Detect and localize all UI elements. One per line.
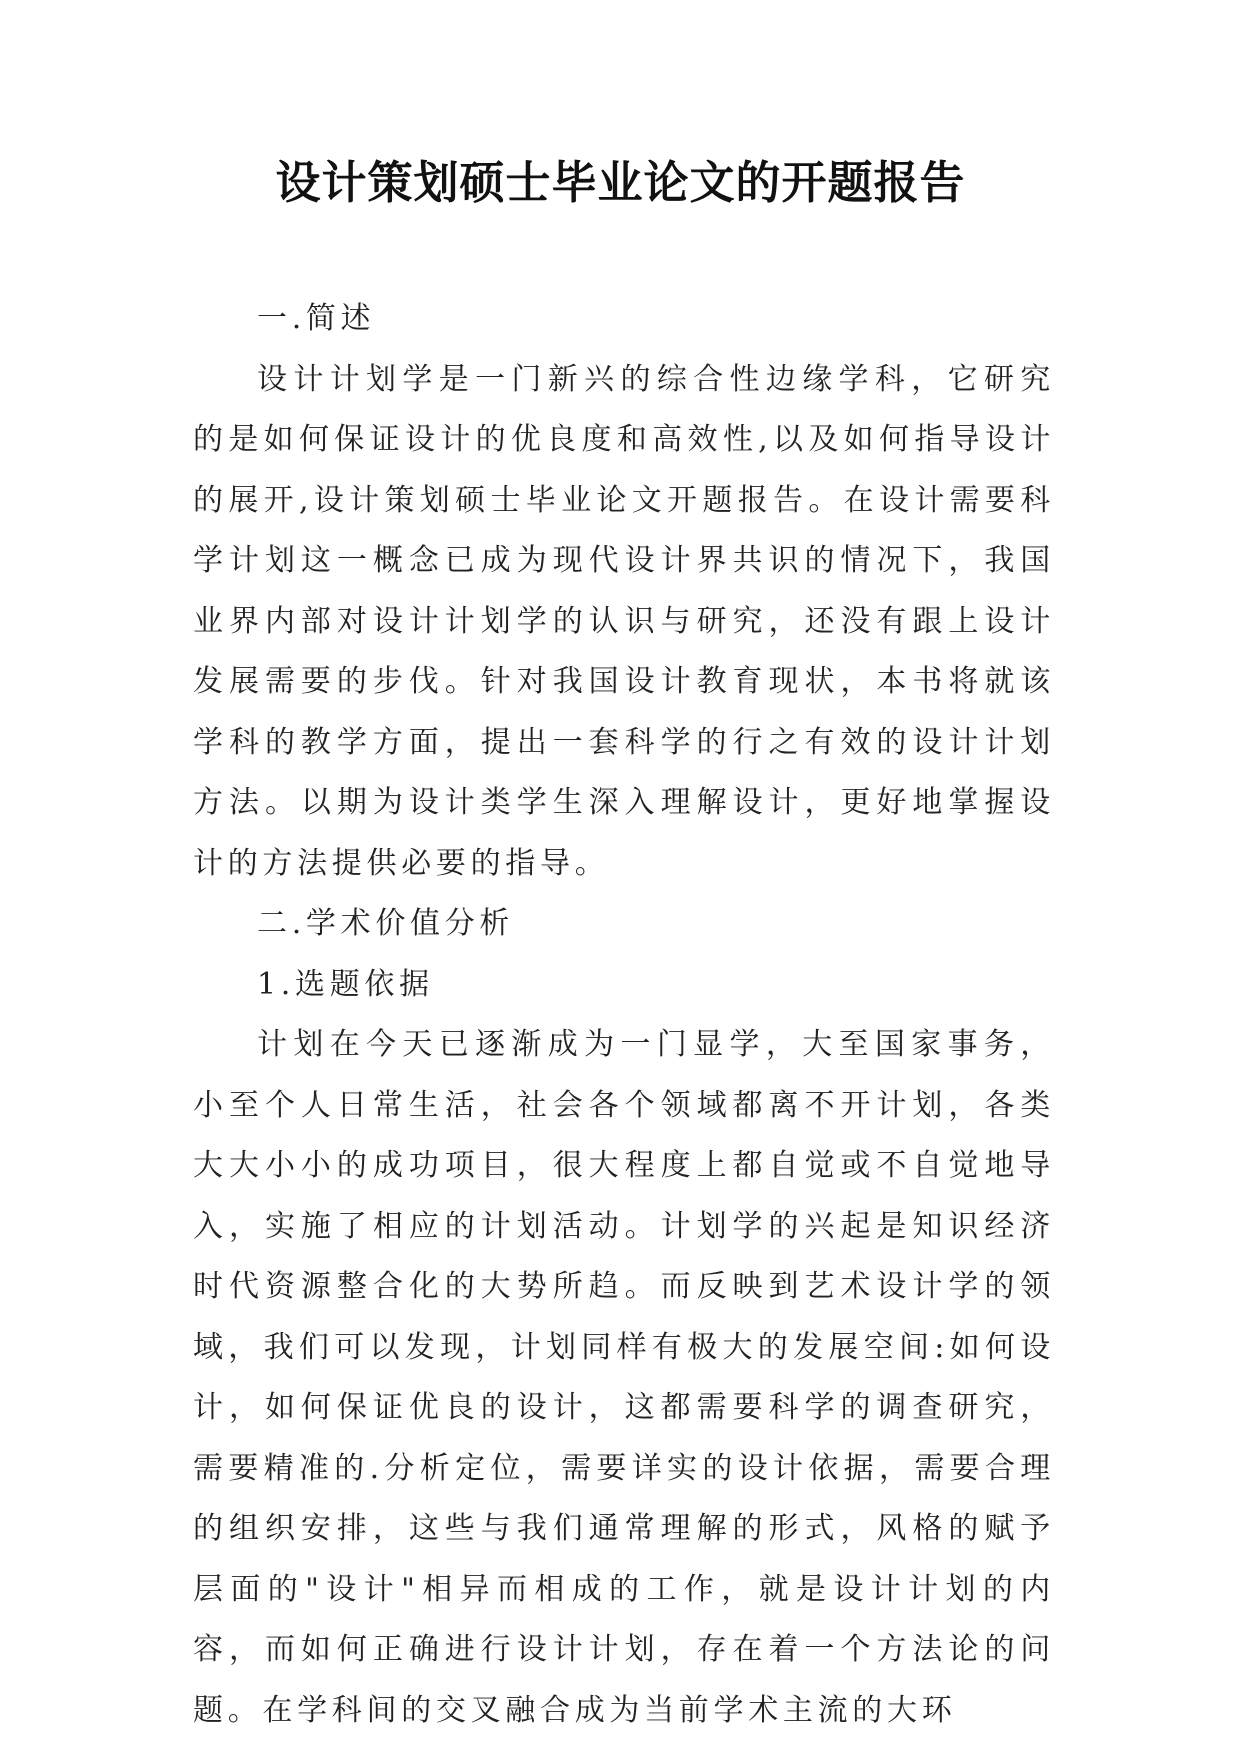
- document-body: [193, 289, 1055, 1741]
- paragraph-topic-basis: 计划在今天已逐渐成为一门显学，大至国家事务，小至个人日常生活，社会各个领域都离不开计划，各类大大小小的成功项目，很大程度上都自觉或不自觉地导入，实施了相应的计划活动。计划学的兴起是知识经济时代资源整合化的大势所趋。而反映到艺术设计学的领域，我们可以发现，计划同样有极大的发展空间:如何设计，如何保证优良的设计，这都需要科学的调查研究，需要精准的.分析定位，需要详实的设计依据，需要合理的组织安排，这些与我们通常理解的形式，风格的赋予层面的"设计"相异而相成的工作，就是设计计划的内容，而如何正确进行设计计划，存在着一个方法论的问题。在学科间的交叉融合成为当前学术主流的大环: [193, 1027, 1055, 1728]
- paragraph-overview: 设计计划学是一门新兴的综合性边缘学科，它研究的是如何保证设计的优良度和高效性,以及如何指导设计的展开,设计策划硕士毕业论文开题报告。在设计需要科学计划这一概念已成为现代设计界共识的情况下，我国业界内部对设计计划学的认识与研究，还没有跟上设计发展需要的步伐。针对我国设计教育现状，本书将就该学科的教学方面，提出一套科学的行之有效的设计计划方法。以期为设计类学生深入理解设计，更好地掌握设计的方法提供必要的指导。: [193, 361, 1055, 881]
- document-title: 设计策划硕士毕业论文的开题报告: [275, 156, 966, 209]
- section-heading-academic-value: 二.学术价值分析: [257, 906, 515, 941]
- section-heading-overview: 一.简述: [257, 301, 376, 336]
- subsection-heading-topic-basis: 1.选题依据: [257, 966, 434, 1002]
